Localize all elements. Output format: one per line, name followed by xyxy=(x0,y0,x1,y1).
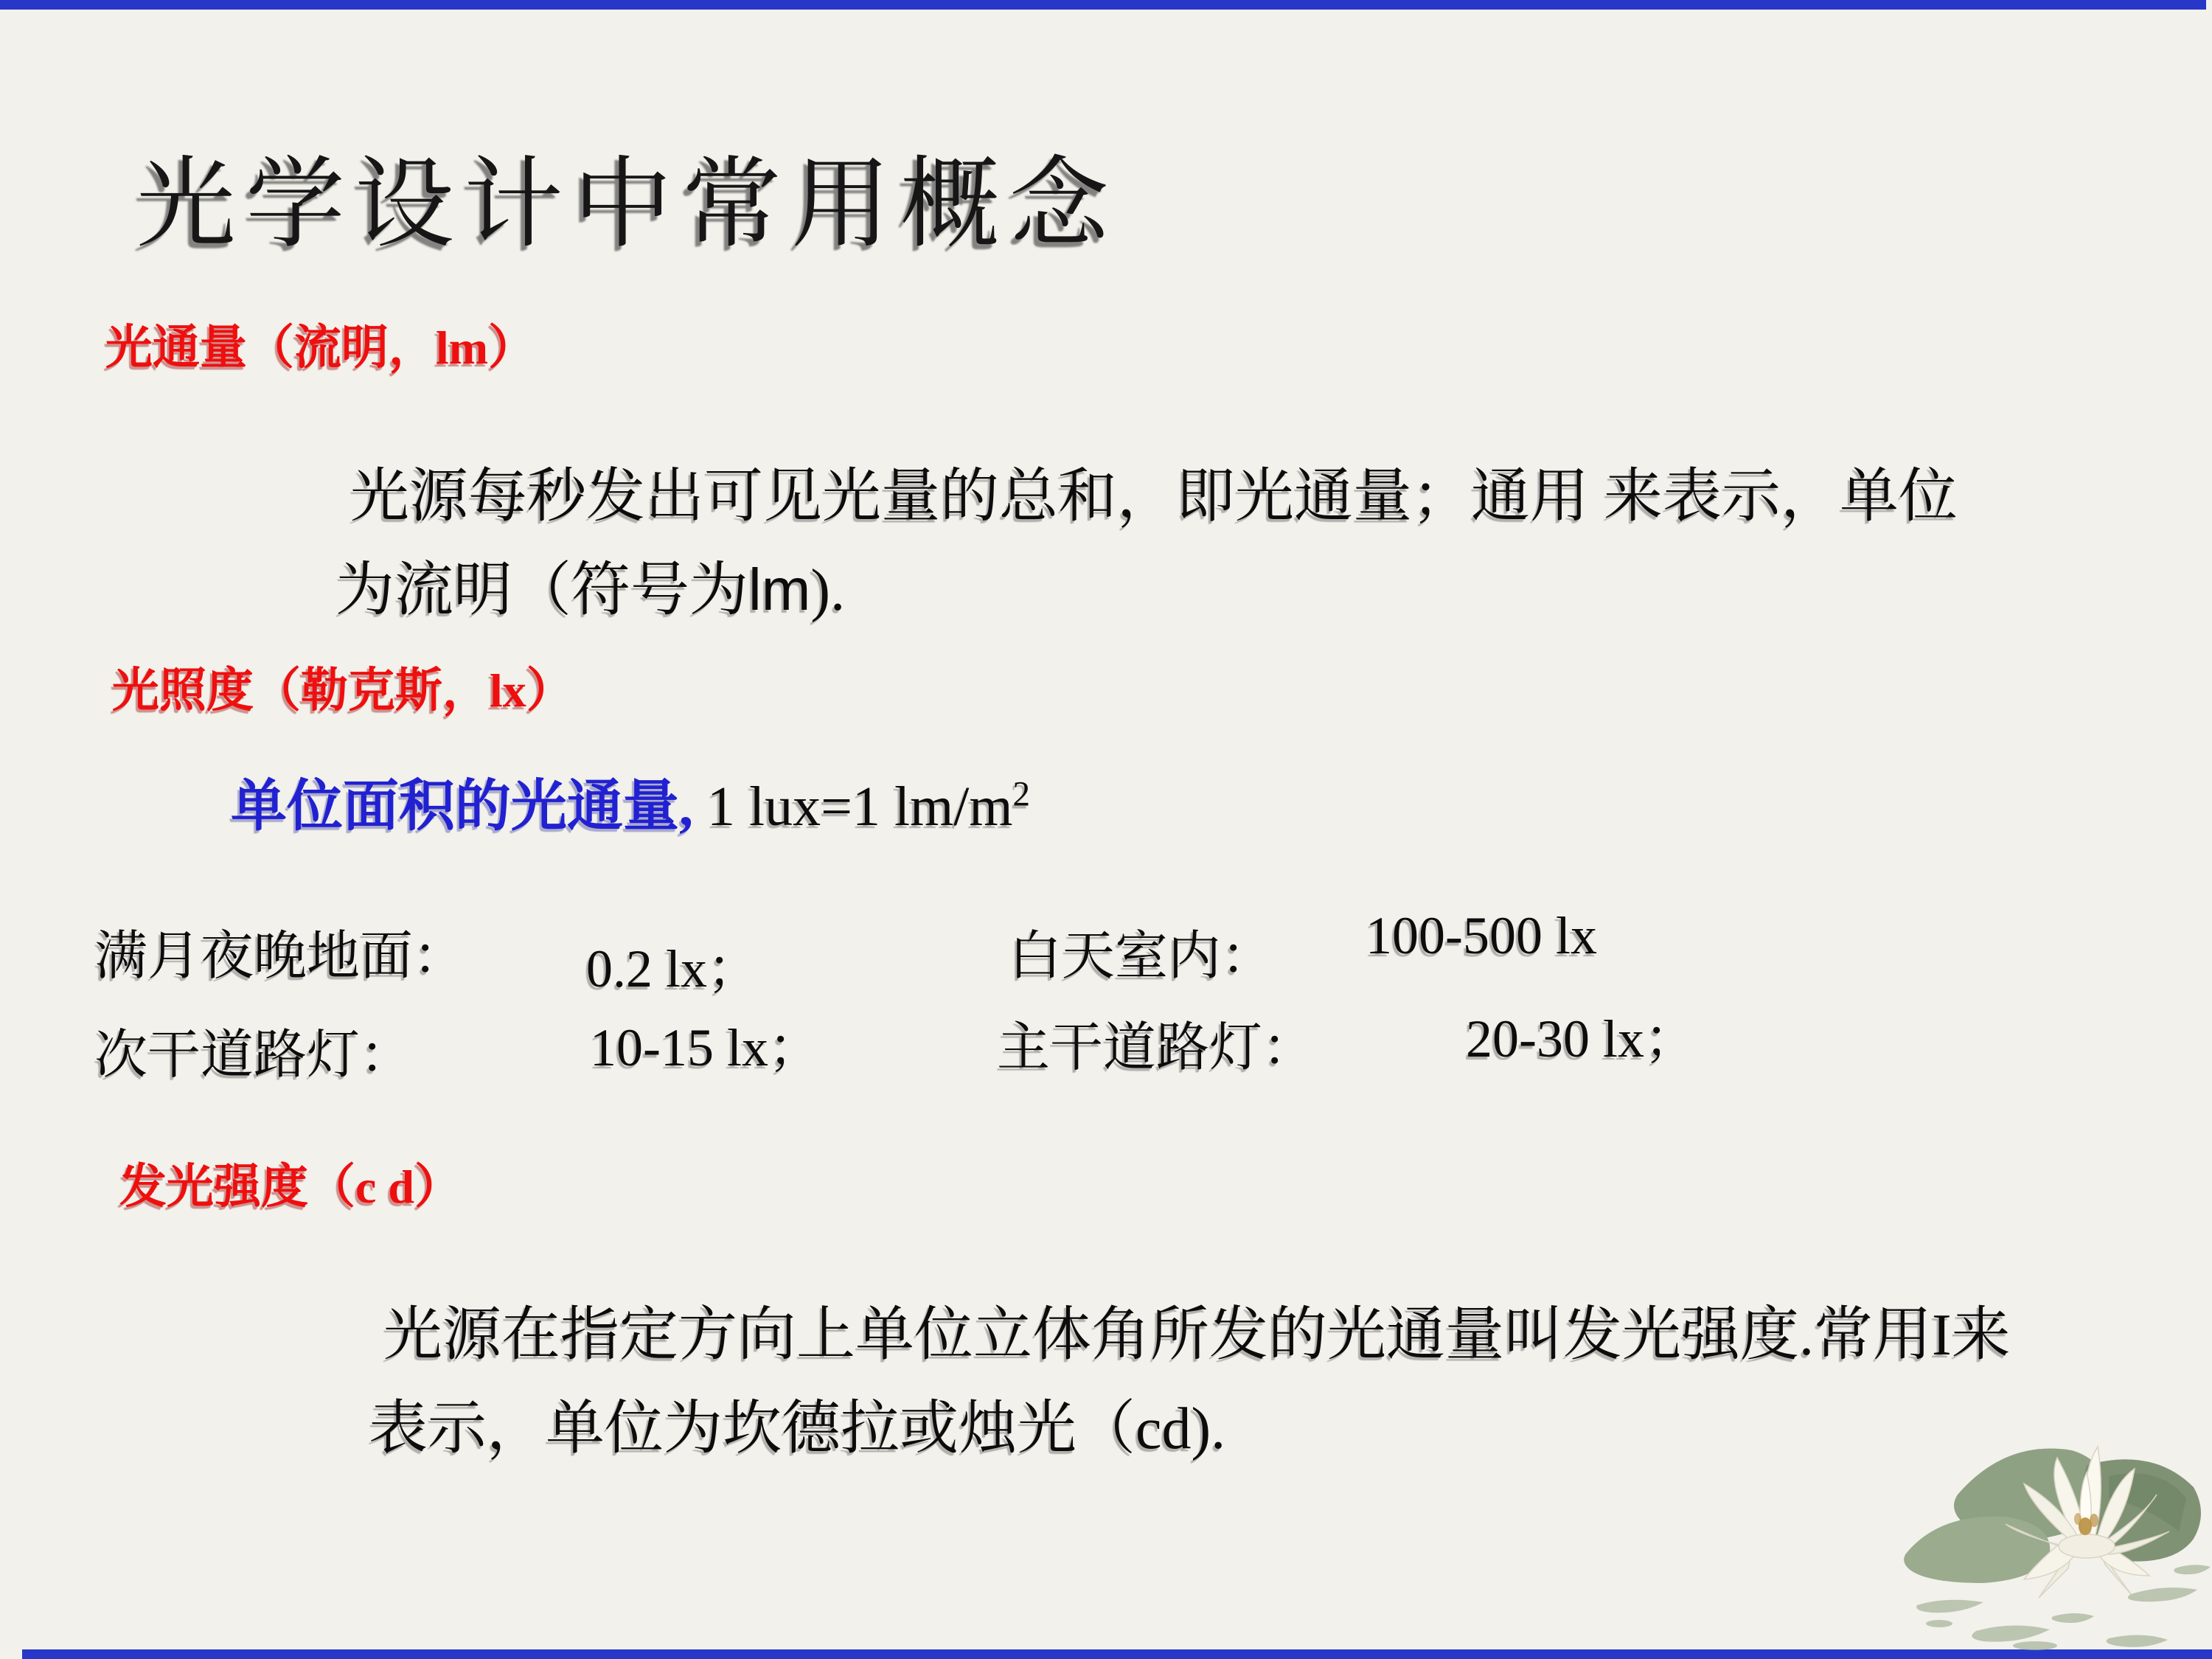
flux-line2-suffix: ). xyxy=(810,558,846,623)
formula-text: 1 lux=1 lm/m xyxy=(693,776,1013,838)
example-fullmoon-value: 0.2 lx； xyxy=(586,939,761,998)
bottom-accent-bar xyxy=(22,1649,2212,1659)
example-main-road-label: 主干道路灯： xyxy=(997,1018,1316,1077)
intensity-definition-line2: 表示，单位为坎德拉或烛光（cd). xyxy=(369,1397,1226,1461)
intensity-definition-line1: 光源在指定方向上单位立体角所发的光通量叫发光强度.常用I来 xyxy=(383,1303,2011,1368)
flux-line2-prefix: 为流明（符号为 xyxy=(335,558,748,623)
heading-illuminance: 光照度（勒克斯，lx） xyxy=(112,664,574,717)
example-indoor-value: 100-500 lx xyxy=(1366,906,1597,965)
flux-line2-symbol: lm xyxy=(748,557,811,622)
illuminance-definition xyxy=(231,761,1030,841)
illuminance-formula xyxy=(693,776,1030,838)
example-main-road-value: 20-30 lx； xyxy=(1466,1009,1697,1068)
top-accent-bar xyxy=(0,0,2206,10)
heading-luminous-flux: 光通量（流明，lm） xyxy=(105,321,536,374)
flux-definition-line1: 光源每秒发出可见光量的总和，即光通量；通用 来表示，单位 xyxy=(350,465,1958,529)
example-fullmoon-label: 满月夜晚地面： xyxy=(94,927,467,986)
slide-title: 光学设计中常用概念 xyxy=(136,150,1119,260)
example-secondary-road-value: 10-15 lx； xyxy=(590,1018,821,1077)
water-lily-image xyxy=(1888,1395,2212,1653)
formula-superscript: 2 xyxy=(1012,775,1030,814)
example-secondary-road-label: 次干道路灯： xyxy=(94,1026,414,1085)
example-indoor-label: 白天室内： xyxy=(1009,927,1275,986)
flux-definition-line2 xyxy=(335,542,845,627)
illuminance-definition-blue: 单位面积的光通量, xyxy=(231,776,693,838)
heading-luminous-intensity: 发光强度（c d） xyxy=(119,1161,462,1213)
